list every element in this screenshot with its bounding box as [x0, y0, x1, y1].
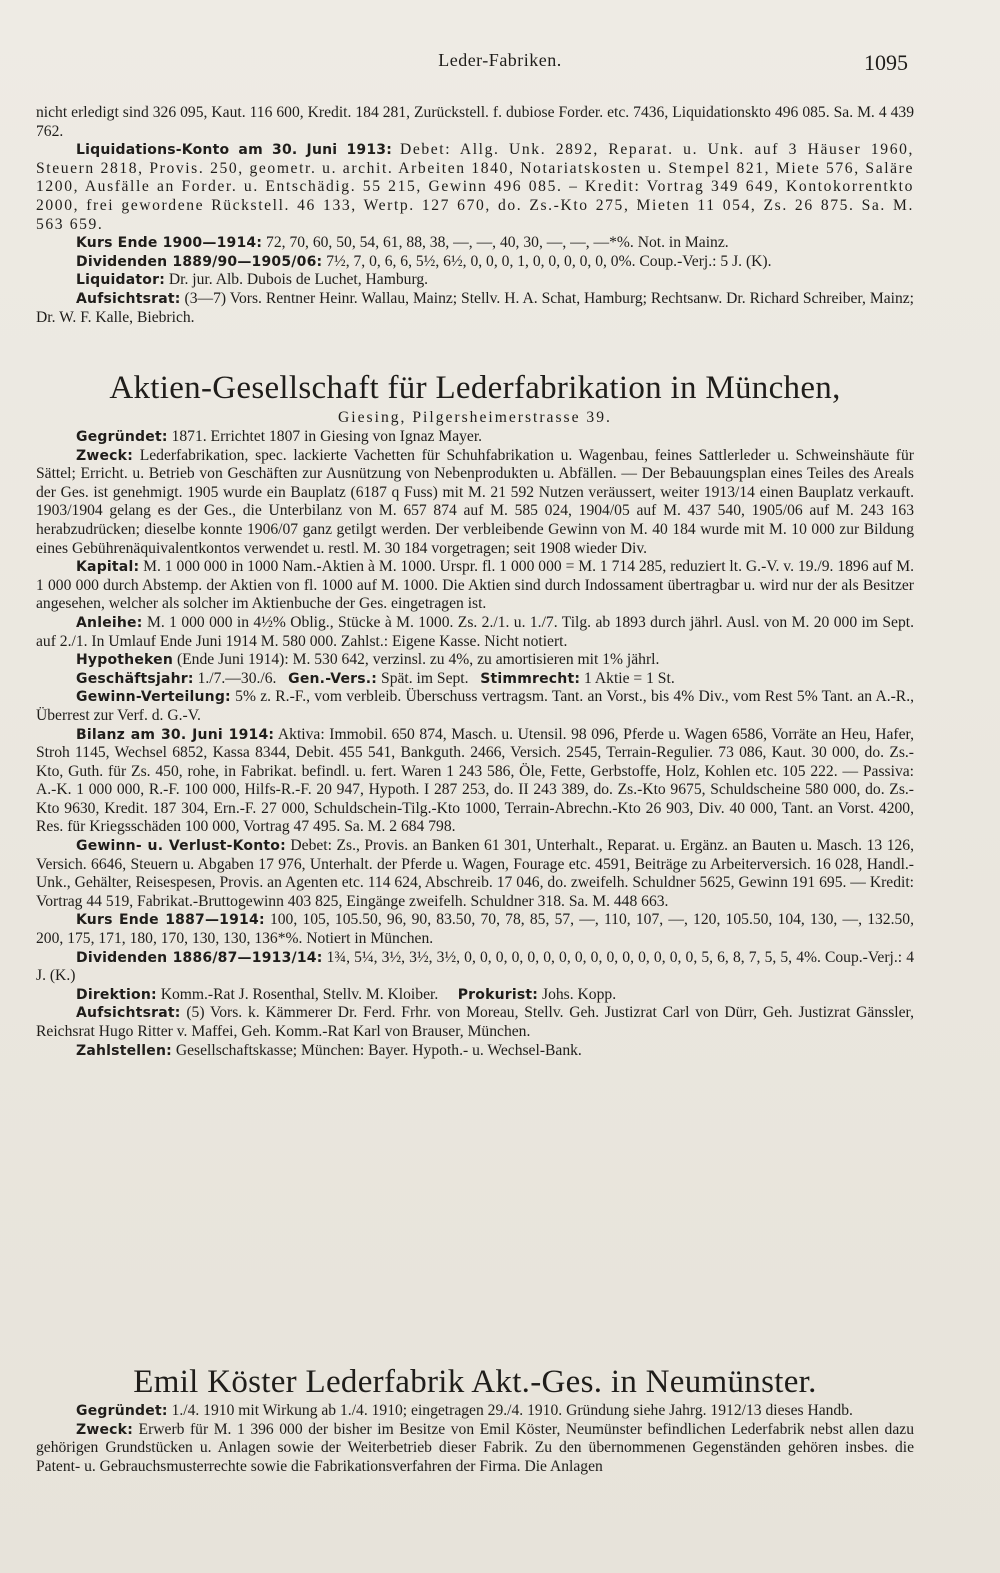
purpose: Zweck: Lederfabrikation, spec. lackierte Vachetten für Schuhfabrikation u. Wagenbau, feines Sattlerleder u. Schweinshäute für Sättel; Erricht. u. Betrieb von Geschäften zur Ausnützung von Nebenprodukten u. Abfällen. — Der Bebauungsplan eines Teiles des Areals der Ges. ist genehmigt. 1905 wurde ein Bauplatz (6187 q Fuss) mit M. 21 592 Nutzen veräussert, weiter 1913/14 einen Bauplatz verkauft. 1903/1904 gelang es der Ges., die Unterbilanz von M. 657 874 auf M. 585 024, 1904/05 auf M. 437 540, 1905/06 auf M. 243 163 herabzudrücken; dieselbe konnte 1906/07 ganz getilgt werden. Der verbleibende Gewinn von M. 40 184 wurde mit M. 10 000 zur Bildung eines Gebührenäquivalentkontos verwendet u. restl. M. 30 184 vorgetragen; seit 1908 wieder Div. [36, 446, 914, 557]
field-label: Gegründet: [76, 429, 168, 445]
field-label: Dividenden 1886/87—1913/14: [76, 949, 323, 966]
field-label: Aufsichtsrat: [76, 290, 181, 307]
founded: Gegründet: 1./4. 1910 mit Wirkung ab 1./4. 1910; eingetragen 29./4. 1910. Gründung siehe Jahrg. 1912/13 dieses Handb. [76, 1402, 853, 1419]
profit-and-loss-account: Gewinn- u. Verlust-Konto: Debet: Zs., Provis. an Banken 61 301, Unterhalt., Reparat. u. Ergänz. an Bauten u. Masch. 13 126, Versich. 6646, Steuern u. Abgaben 17 976, Unterhalt. der Pferde u. Wagen, Fourage etc. 4591, Beiträge zu Arbeiterversich. 16 028, Handl.-Unk., Gehälter, Reisespesen, Provis. an Agenten etc. 114 624, Abschreib. 17 046, do. zweifelh. Schuldner 5625, Gewinn 191 695. — Kredit: Vortrag 44 519, Fabrikat.-Bruttogewinn 403 825, Eingänge zweifelh. Schuldner 318. Sa. M. 448 663. [36, 837, 914, 910]
running-title: Leder-Fabriken. [438, 50, 562, 70]
company-address: Giesing, Pilgersheimerstrasse 39. [338, 409, 612, 426]
liquidation-account: Liquidations-Konto am 30. Juni 1913: Debet: Allg. Unk. 2892, Reparat. u. Unk. auf 3 Häuser 1960, Steuern 2818, Provis. 250, geometr. u. archit. Arbeiten 1840, Notariatskosten u. Stempel 821, Miete 576, Saläre 1200, Ausfälle an Forder. u. Entschädig. 55 215, Gewinn 496 085. – Kredit: Vortrag 349 649, Kontokorrentkto 2000, frei gewordene Rückstell. 46 133, Wertp. 127 670, do. Zs.-Kto 275, Mieten 11 054, Zs. 26 875. Sa. M. 563 659. [36, 141, 915, 233]
field-label: Gegründet: [76, 1403, 168, 1419]
paying-agents: Zahlstellen: Gesellschaftskasse; München: Bayer. Hypoth.- u. Wechsel-Bank. [76, 1041, 582, 1059]
field-label: Anleihe: [76, 614, 143, 631]
page-number: 1095 [864, 50, 908, 75]
company-title: Emil Köster Lederfabrik Akt.-Ges. in Neumünster. [133, 1364, 817, 1400]
field-label: Liquidations-Konto am 30. Juni 1913: [76, 142, 393, 159]
field-label: Aufsichtsrat: [76, 1005, 181, 1022]
fiscal-year: Geschäftsjahr: 1./7.—30./6. Gen.-Vers.: Spät. im Sept. Stimmrecht: 1 Aktie = 1 St. [76, 669, 675, 687]
field-label: Zahlstellen: [76, 1042, 172, 1059]
field-label: Zweck: [76, 447, 133, 464]
bond-issue: Anleihe: M. 1 000 000 in 4½% Oblig., Stücke à M. 1000. Zs. 2./1. u. 1./7. Tilg. ab 1893 durch jährl. Ausl. von M. 20 000 im Sept. auf 2./1. In Umlauf Ende Juni 1914 M. 580 000. Zahlst.: Eigene Kasse. Nicht notiert. [36, 613, 914, 650]
dividend-history: Dividenden 1889/90—1905/06: 7½, 7, 0, 6, 6, 5½, 6½, 0, 0, 0, 1, 0, 0, 0, 0, 0, 0%. Coup.-Verj.: 5 J. (K). [76, 252, 772, 270]
company-title: Aktien-Gesellschaft für Lederfabrikation in München, [109, 370, 841, 406]
field-label: Prokurist: [457, 986, 539, 1003]
field-label: Stimmrecht: [480, 670, 581, 687]
field-label: Direktion: [76, 986, 157, 1003]
field-label: Kapital: [76, 559, 140, 576]
supervisory-board: Aufsichtsrat: (5) Vors. k. Kämmerer Dr. Ferd. Frhr. von Moreau, Stellv. Geh. Justizrat Carl von Dürr, Geh. Justizrat Gänssler, Reichsrat Hugo Ritter v. Maffei, Geh. Komm.-Rat Karl von Brauser, München. [36, 1004, 914, 1040]
dividend-history: Dividenden 1886/87—1913/14: 1¾, 5¼, 3½, 3½, 3½, 0, 0, 0, 0, 0, 0, 0, 0, 0, 0, 0, 0, 0, 0, 0, 5, 6, 8, 7, 5, 5, 4%. Coup.-Verj.: 4 J. (K.) [36, 948, 914, 985]
running-header [0, 50, 1000, 74]
field-label: Gewinn- u. Verlust-Konto: [76, 838, 286, 855]
field-label: Hypotheken [76, 652, 174, 669]
company-entry-munich [36, 368, 914, 1060]
supervisory-board: Aufsichtsrat: (3—7) Vors. Rentner Heinr. Wallau, Mainz; Stellv. H. A. Schat, Hamburg; Rechtsanw. Dr. Richard Schreiber, Mainz; Dr. W. F. Kalle, Biebrich. [36, 289, 914, 326]
field-label: Geschäftsjahr: [76, 670, 194, 687]
price-history: Kurs Ende 1900—1914: 72, 70, 60, 50, 54, 61, 88, 38, —, —, 40, 30, —, —, —*%. Not. in Mainz. [76, 234, 729, 252]
price-history: Kurs Ende 1887—1914: 100, 105, 105.50, 96, 90, 83.50, 70, 78, 85, 57, —, 110, 107, —, 120, 105.50, 104, 130, —, 132.50, 200, 175, 171, 180, 170, 130, 130, 136*%. Notiert in München. [36, 911, 914, 948]
mortgages: Hypotheken (Ende Juni 1914): M. 530 642, verzinsl. zu 4%, zu amortisieren mit 1% jährl. [76, 651, 660, 669]
previous-entry [36, 104, 914, 327]
field-label: Gewinn-Verteilung: [76, 689, 231, 706]
field-label: Gen.-Vers.: [288, 670, 378, 687]
profit-distribution: Gewinn-Verteilung: 5% z. R.-F., vom verbleib. Überschuss vertragsm. Tant. an Vorst., bis 4% Div., vom Rest 5% Tant. an A.-R., Überrest zur Verf. d. G.-V. [36, 688, 914, 724]
field-label: Kurs Ende 1900—1914: [76, 235, 263, 252]
previous-entry-continuation: nicht erledigt sind 326 095, Kaut. 116 600, Kredit. 184 281, Zurückstell. f. dubiose Forder. etc. 7436, Liquidationskto 496 085. Sa. M. 4 439 762. [36, 104, 914, 140]
field-label: Liquidator: [76, 272, 165, 289]
purpose: Zweck: Erwerb für M. 1 396 000 der bisher im Besitze von Emil Köster, Neumünster befindlichen Lederfabrik nebst allen dazu gehörigen Grundstücken u. Anlagen sowie der Weiterbetrieb dieser Fabrik. Zu den übernommenen Gegenständen gehören insbes. die Patent- u. Gebrauchsmusterrechte sowie die Fabrikationsverfahren der Firma. Die Anlagen [36, 1420, 914, 1475]
field-label: Kurs Ende 1887—1914: [76, 912, 265, 929]
founded: Gegründet: 1871. Errichtet 1807 in Giesing von Ignaz Mayer. [76, 428, 483, 445]
balance-sheet: Bilanz am 30. Juni 1914: Aktiva: Immobil. 650 874, Masch. u. Utensil. 98 096, Pferde u. Wagen 6586, Vorräte an Heu, Hafer, Stroh 1145, Wechsel 6852, Kassa 8344, Debit. 455 541, Bankguth. 2466, Versich. 2545, Terrain-Regulier. 73 086, Kaut. 30 000, do. Zs.-Kto, Guth. für Zs. 450, rohe, in Fabrikat. befindl. u. fert. Waren 1 243 586, Öle, Fette, Gerbstoffe, Holz, Kohlen etc. 105 222. — Passiva: A.-K. 1 000 000, R.-F. 100 000, Hilfs-R.-F. 20 947, Hypoth. I 287 253, do. II 243 389, do. Zs.-Kto 9675, Schuldscheine 580 000, do. Zs.-Kto 9630, Kredit. 187 304, Ern.-F. 27 000, Schuldschein-Tilg.-Kto 1000, Terrain-Abrechn.-Kto 26 903, Div. 40 000, Tant. an Vorst. 4200, Res. für Kriegsschäden 100 000, Vortrag 47 495. Sa. M. 2 684 798. [36, 725, 914, 836]
capital: Kapital: M. 1 000 000 in 1000 Nam.-Aktien à M. 1000. Urspr. fl. 1 000 000 = M. 1 714 285, reduziert lt. G.-V. v. 19./9. 1896 auf M. 1 000 000 durch Abstemp. der Aktien von fl. 1000 auf M. 1000. Die Aktien sind durch Indossament übertragbar u. wird nur der als Besitzer angesehen, welcher als solcher im Aktienbuche der Ges. eingetragen ist. [36, 558, 914, 613]
field-label: Zweck: [76, 1421, 133, 1438]
field-label: Bilanz am 30. Juni 1914: [76, 726, 275, 743]
company-entry-neumuenster [36, 1362, 914, 1476]
management: Direktion: Komm.-Rat J. Rosenthal, Stellv. M. Kloiber. Prokurist: Johs. Kopp. [76, 985, 617, 1003]
liquidator: Liquidator: Dr. jur. Alb. Dubois de Luchet, Hamburg. [76, 271, 429, 289]
field-label: Dividenden 1889/90—1905/06: [76, 253, 323, 270]
